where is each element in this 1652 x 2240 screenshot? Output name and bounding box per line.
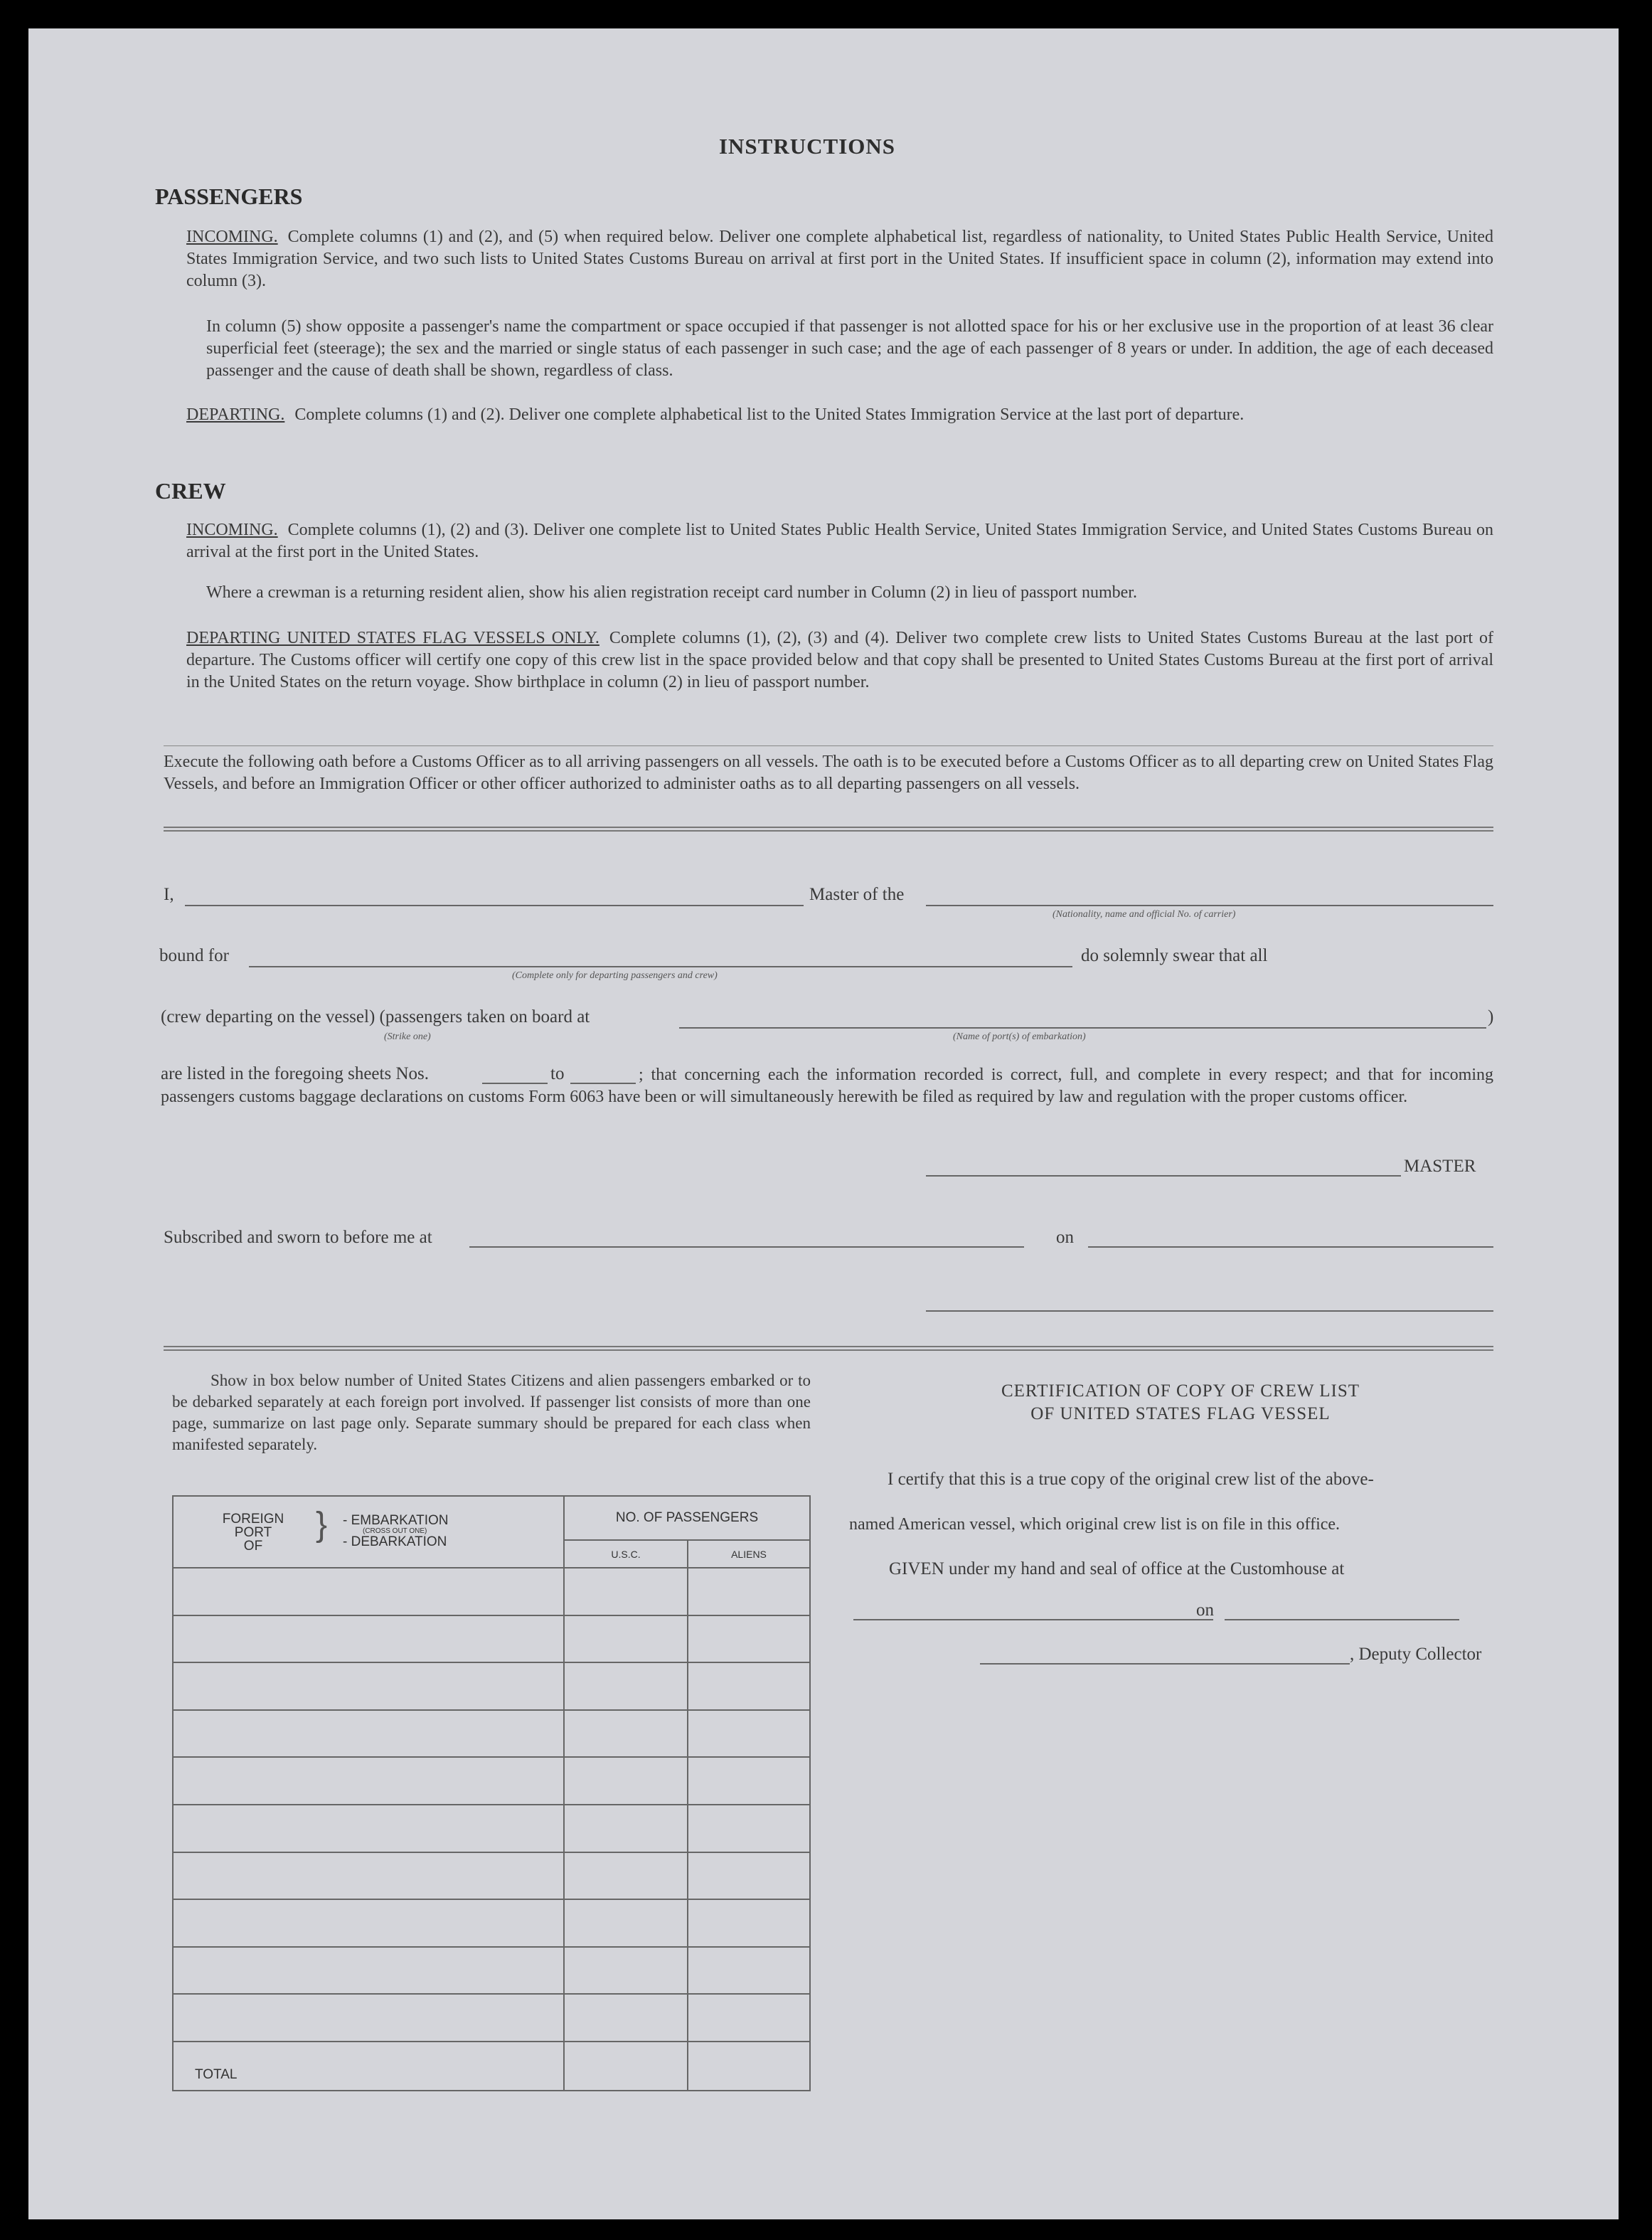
- usc-cell[interactable]: [564, 1710, 688, 1758]
- table-row: [173, 1947, 810, 1995]
- embarkation-port-field[interactable]: [679, 1027, 1486, 1029]
- aliens-cell[interactable]: [688, 1994, 810, 2042]
- aliens-total-cell[interactable]: [688, 2042, 810, 2091]
- table-row: [173, 1852, 810, 1900]
- table-row: [173, 1757, 810, 1805]
- table-row: [173, 1994, 810, 2042]
- crew-incoming-label: INCOMING.: [186, 521, 278, 539]
- usc-header: U.S.C.: [564, 1540, 688, 1568]
- crew-heading: CREW: [155, 478, 226, 504]
- no-passengers-header: NO. OF PASSENGERS: [564, 1496, 810, 1540]
- vessel-field[interactable]: [926, 905, 1493, 906]
- oath-i-label: I,: [164, 885, 174, 904]
- usc-total-cell[interactable]: [564, 2042, 688, 2091]
- of-label: OF: [243, 1539, 263, 1554]
- port-cell[interactable]: [173, 1615, 564, 1663]
- passengers-incoming-label: INCOMING.: [186, 228, 278, 246]
- aliens-cell[interactable]: [688, 1899, 810, 1947]
- table-row: [173, 1568, 810, 1615]
- deputy-collector-label: , Deputy Collector: [1350, 1645, 1482, 1664]
- port-header-cell: [173, 1496, 564, 1568]
- aliens-cell[interactable]: [688, 1568, 810, 1615]
- foreign-label: FOREIGN: [222, 1512, 284, 1527]
- certification-date-field[interactable]: [1225, 1619, 1459, 1620]
- crew-passengers-label: (crew departing on the vessel) (passengers taken on board at: [161, 1007, 590, 1026]
- certification-title-2: OF UNITED STATES FLAG VESSEL: [1030, 1404, 1331, 1423]
- table-row: [173, 1615, 810, 1663]
- bound-for-label: bound for: [159, 946, 229, 965]
- brace: }: [316, 1506, 328, 1544]
- usc-cell[interactable]: [564, 1757, 688, 1805]
- crew-incoming-paragraph: [186, 519, 1493, 563]
- port-cell[interactable]: [173, 1568, 564, 1615]
- passengers-heading: PASSENGERS: [155, 184, 303, 209]
- port-cell[interactable]: [173, 1947, 564, 1995]
- aliens-cell[interactable]: [688, 1615, 810, 1663]
- crew-resident-paragraph: Where a crewman is a returning resident alien, show his alien registration receipt card number in Column (2) in lieu of passport number.: [206, 583, 1137, 602]
- listed-post-text: ; that concerning each the information recorded is correct, full, and complete in every respect; and that for incoming passengers customs baggage declarations on customs Form 6063 have been or will simultaneously herewith be filed as required by law and regulation with the proper customs officer.: [161, 1066, 1493, 1106]
- bound-caption: (Complete only for departing passengers and crew): [512, 970, 718, 981]
- page-title: INSTRUCTIONS: [718, 134, 895, 159]
- table-row: [173, 1710, 810, 1758]
- oath-intro: Execute the following oath before a Customs Officer as to all arriving passengers on all vessels. The oath is to be executed before a Customs Officer as to all departing crew on United States Flag Vessels, and before an Immigration Officer or other officer authorized to administer oaths as to all departing passengers on all vessels.: [164, 753, 1493, 793]
- aliens-cell[interactable]: [688, 1947, 810, 1995]
- summary-intro: Show in box below number of United States Citizens and alien passengers embarked or to be debarked separately at each foreign port involved. If passenger list consists of more than one page, summarize on last page only. Separate summary should be prepared for each class when manifested separately.: [172, 1371, 811, 1453]
- port-cell[interactable]: [173, 1662, 564, 1710]
- form-page: [28, 28, 1619, 2219]
- cross-out-label: (CROSS OUT ONE): [363, 1527, 427, 1535]
- usc-cell[interactable]: [564, 1899, 688, 1947]
- port-cell[interactable]: [173, 1994, 564, 2042]
- table-row: [173, 1662, 810, 1710]
- crew-departing-text: Complete columns (1), (2), (3) and (4). Deliver two complete crew lists to United States Customs Bureau at the last port of departure. The Customs officer will certify one copy of this crew list in the space provided below and that copy shall be presented to United States Customs Bureau at the first port of arrival in the United States on the return voyage. Show birthplace in column (2) in lieu of passport number.: [186, 629, 1493, 691]
- certification-on-label: on: [1196, 1601, 1214, 1620]
- do-solemnly-label: do solemnly swear that all: [1081, 946, 1268, 965]
- passengers-departing-paragraph: [186, 404, 1493, 426]
- listed-pre-label: are listed in the foregoing sheets Nos.: [161, 1064, 429, 1083]
- crew-departing-label: DEPARTING UNITED STATES FLAG VESSELS ONLY.: [186, 629, 599, 647]
- usc-cell[interactable]: [564, 1947, 688, 1995]
- aliens-cell[interactable]: [688, 1710, 810, 1758]
- usc-cell[interactable]: [564, 1805, 688, 1852]
- table-row: [173, 1899, 810, 1947]
- total-row: [173, 2042, 810, 2091]
- aliens-cell[interactable]: [688, 1757, 810, 1805]
- port-cell[interactable]: [173, 1899, 564, 1947]
- passengers-column5-paragraph: In column (5) show opposite a passenger's name the compartment or space occupied if that passenger is not allotted space for his or her exclusive use in the proportion of at least 36 clear superficial feet (steerage); the sex and the married or single status of each passenger in such case; and the age of each passenger of 8 years or under. In addition, the age of each deceased passenger and the cause of death shall be shown, regardless of class.: [206, 317, 1493, 380]
- certification-text-1: I certify that this is a true copy of the original crew list of the above-: [888, 1470, 1374, 1489]
- nationality-caption: (Nationality, name and official No. of carrier): [1053, 909, 1236, 920]
- certification-text-3: GIVEN under my hand and seal of office at the Customhouse at: [889, 1559, 1345, 1578]
- aliens-cell[interactable]: [688, 1852, 810, 1900]
- port-cell[interactable]: [173, 1757, 564, 1805]
- subscribed-label: Subscribed and sworn to before me at: [164, 1228, 432, 1247]
- certification-text-2: named American vessel, which original crew list is on file in this office.: [849, 1515, 1341, 1534]
- sworn-date-field[interactable]: [1088, 1246, 1493, 1248]
- close-paren: ): [1488, 1007, 1494, 1026]
- crew-incoming-text: Complete columns (1), (2) and (3). Deliver one complete list to United States Public Health Service, United States Immigration Service, and United States Customs Bureau on arrival at the first port in the United States.: [186, 521, 1493, 561]
- usc-cell[interactable]: [564, 1852, 688, 1900]
- double-rule: [164, 827, 1493, 832]
- listed-to-label: to: [550, 1064, 565, 1083]
- aliens-cell[interactable]: [688, 1805, 810, 1852]
- passengers-incoming-paragraph: [186, 226, 1493, 292]
- aliens-cell[interactable]: [688, 1662, 810, 1710]
- summary-table: [172, 1495, 811, 2091]
- sworn-place-field[interactable]: [469, 1246, 1024, 1248]
- usc-cell[interactable]: [564, 1615, 688, 1663]
- divider: [164, 745, 1493, 746]
- double-rule-2: [164, 1346, 1493, 1351]
- embarkation-label: - EMBARKATION: [343, 1513, 449, 1528]
- master-signature-field[interactable]: [926, 1175, 1401, 1177]
- port-cell[interactable]: [173, 1710, 564, 1758]
- port-label: PORT: [234, 1525, 272, 1540]
- master-name-field[interactable]: [185, 905, 804, 906]
- master-of-the-label: Master of the: [809, 885, 905, 904]
- debarkation-label: - DEBARKATION: [343, 1534, 447, 1549]
- usc-cell[interactable]: [564, 1662, 688, 1710]
- passengers-departing-text: Complete columns (1) and (2). Deliver one complete alphabetical list to the United States Immigration Service at the last port of departure.: [294, 405, 1245, 424]
- deputy-signature-field[interactable]: [980, 1663, 1350, 1665]
- port-cell[interactable]: [173, 1852, 564, 1900]
- officer-signature-field[interactable]: [926, 1310, 1493, 1312]
- total-label: TOTAL: [173, 2042, 564, 2091]
- bound-for-field[interactable]: [249, 966, 1072, 967]
- sworn-on-label: on: [1056, 1228, 1074, 1247]
- passengers-departing-label: DEPARTING.: [186, 405, 285, 424]
- table-row: [173, 1805, 810, 1852]
- crew-departing-paragraph: [186, 627, 1493, 694]
- strike-one-caption: (Strike one): [384, 1031, 431, 1042]
- usc-cell[interactable]: [564, 1994, 688, 2042]
- master-label: MASTER: [1404, 1157, 1476, 1176]
- certification-title-1: CERTIFICATION OF COPY OF CREW LIST: [1001, 1381, 1360, 1401]
- aliens-header: ALIENS: [688, 1540, 810, 1568]
- port-caption: (Name of port(s) of embarkation): [953, 1031, 1086, 1042]
- port-cell[interactable]: [173, 1805, 564, 1852]
- usc-cell[interactable]: [564, 1568, 688, 1615]
- passengers-incoming-text: Complete columns (1) and (2), and (5) when required below. Deliver one complete alphabetical list, regardless of nationality, to United States Public Health Service, United States Immigration Service, and two such lists to United States Customs Bureau on arrival at first port in the United States. If insufficient space in column (2), information may extend into column (3).: [186, 228, 1493, 290]
- customhouse-field[interactable]: [853, 1619, 1213, 1620]
